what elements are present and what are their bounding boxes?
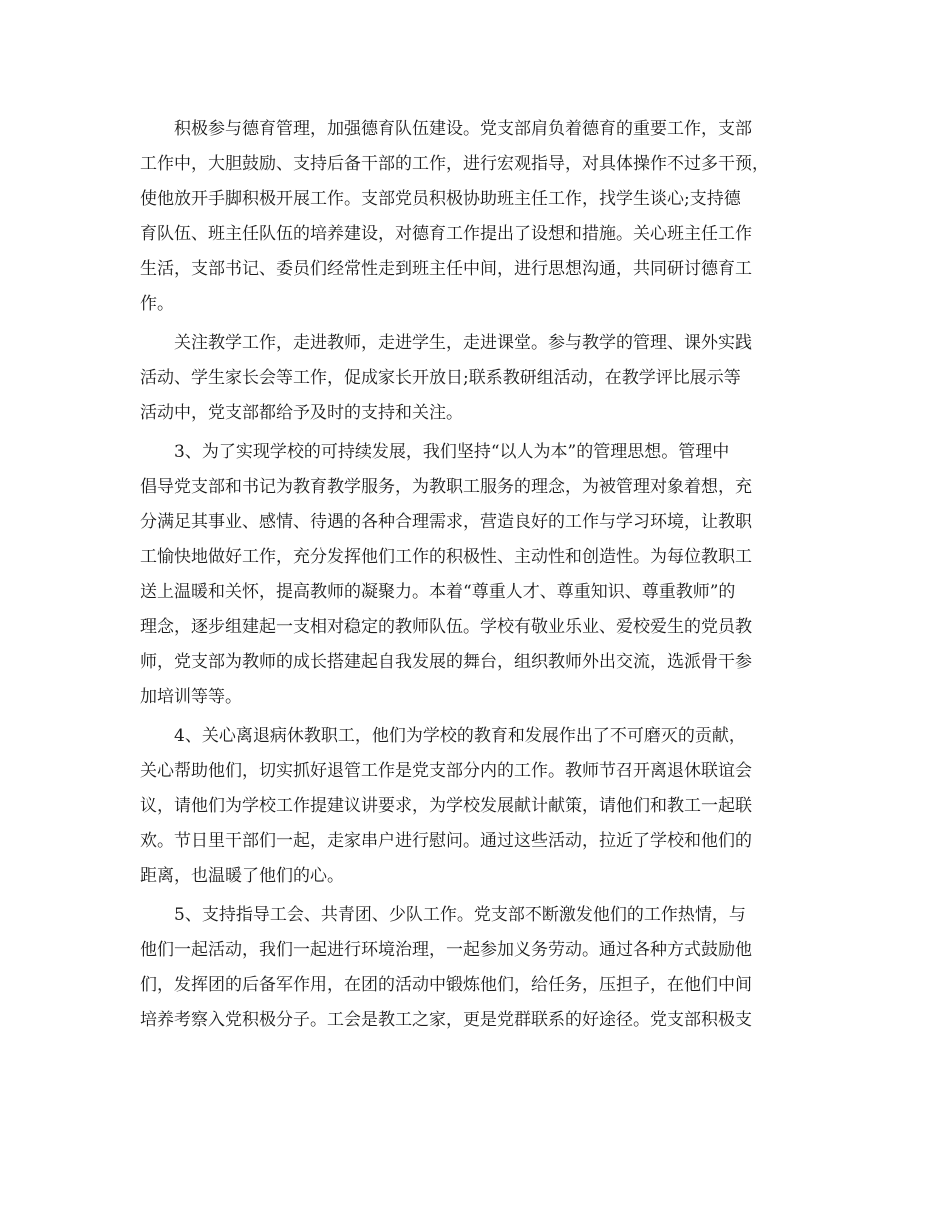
document-page [140,112,820,1042]
text-line: 欢。节日里干部们一起，走家串户进行慰问。通过这些活动，拉近了学校和他们的 [140,831,752,851]
text-line: 关注教学工作，走进教师，走进学生，走进课堂。参与教学的管理、课外实践 [174,333,752,353]
text-line: 议，请他们为学校工作提建议讲要求，为学校发展献计献策，请他们和教工一起联 [140,796,752,816]
text-line: 关心帮助他们，切实抓好退管工作是党支部分内的工作。教师节召开离退休联谊会 [140,761,752,781]
text-line: 使他放开手脚积极开展工作。支部党员积极协助班主任工作，找学生谈心;支持德 [140,189,741,209]
text-line: 分满足其事业、感情、待遇的各种合理需求，营造良好的工作与学习环境，让教职 [140,512,752,532]
text-line: 4、关心离退病休教职工，他们为学校的教育和发展作出了不可磨灭的贡献， [174,726,746,746]
text-line: 活动、学生家长会等工作，促成家长开放日;联系教研组活动，在教学评比展示等 [140,368,741,388]
text-line: 理念，逐步组建起一支相对稳定的教师队伍。学校有敬业乐业、爱校爱生的党员教 [140,617,752,637]
text-line: 生活，支部书记、委员们经常性走到班主任中间，进行思想沟通，共同研讨德育工 [140,259,752,279]
paragraph-section-4 [140,719,820,894]
text-line: 活动中，党支部都给予及时的支持和关注。 [140,403,463,423]
text-line: 师，党支部为教师的成长搭建起自我发展的舞台，组织教师外出交流，选派骨干参 [140,652,752,672]
text-line: 5、支持指导工会、共青团、少队工作。党支部不断激发他们的工作热情，与 [174,905,746,925]
text-line: 积极参与德育管理，加强德育队伍建设。党支部肩负着德育的重要工作，支部 [174,119,752,139]
paragraph-section-3 [140,435,820,715]
text-line: 培养考察入党积极分子。工会是教工之家，更是党群联系的好途径。党支部积极支 [140,1010,752,1030]
text-line: 加培训等等。 [140,687,242,707]
text-line: 工愉快地做好工作，充分发挥他们工作的积极性、主动性和创造性。为每位教职工 [140,547,752,567]
text-line: 育队伍、班主任队伍的培养建设，对德育工作提出了设想和措施。关心班主任工作 [140,224,752,244]
text-line: 们，发挥团的后备军作用，在团的活动中锻炼他们，给任务，压担子，在他们中间 [140,975,752,995]
paragraph-teaching [140,326,820,431]
text-line: 工作中，大胆鼓励、支持后备干部的工作，进行宏观指导，对具体操作不过多干预， [140,154,769,174]
paragraph-moral-education [140,112,820,322]
text-line: 倡导党支部和书记为教育教学服务，为教职工服务的理念，为被管理对象着想，充 [140,477,752,497]
text-line: 送上温暖和关怀，提高教师的凝聚力。本着“尊重人才、尊重知识、尊重教师”的 [140,582,736,602]
text-line: 3、为了实现学校的可持续发展，我们坚持“以人为本”的管理思想。管理中 [174,442,730,462]
text-line: 距离，也温暖了他们的心。 [140,866,344,886]
text-line: 作。 [140,294,174,314]
paragraph-section-5 [140,898,820,1038]
text-line: 他们一起活动，我们一起进行环境治理，一起参加义务劳动。通过各种方式鼓励他 [140,940,752,960]
